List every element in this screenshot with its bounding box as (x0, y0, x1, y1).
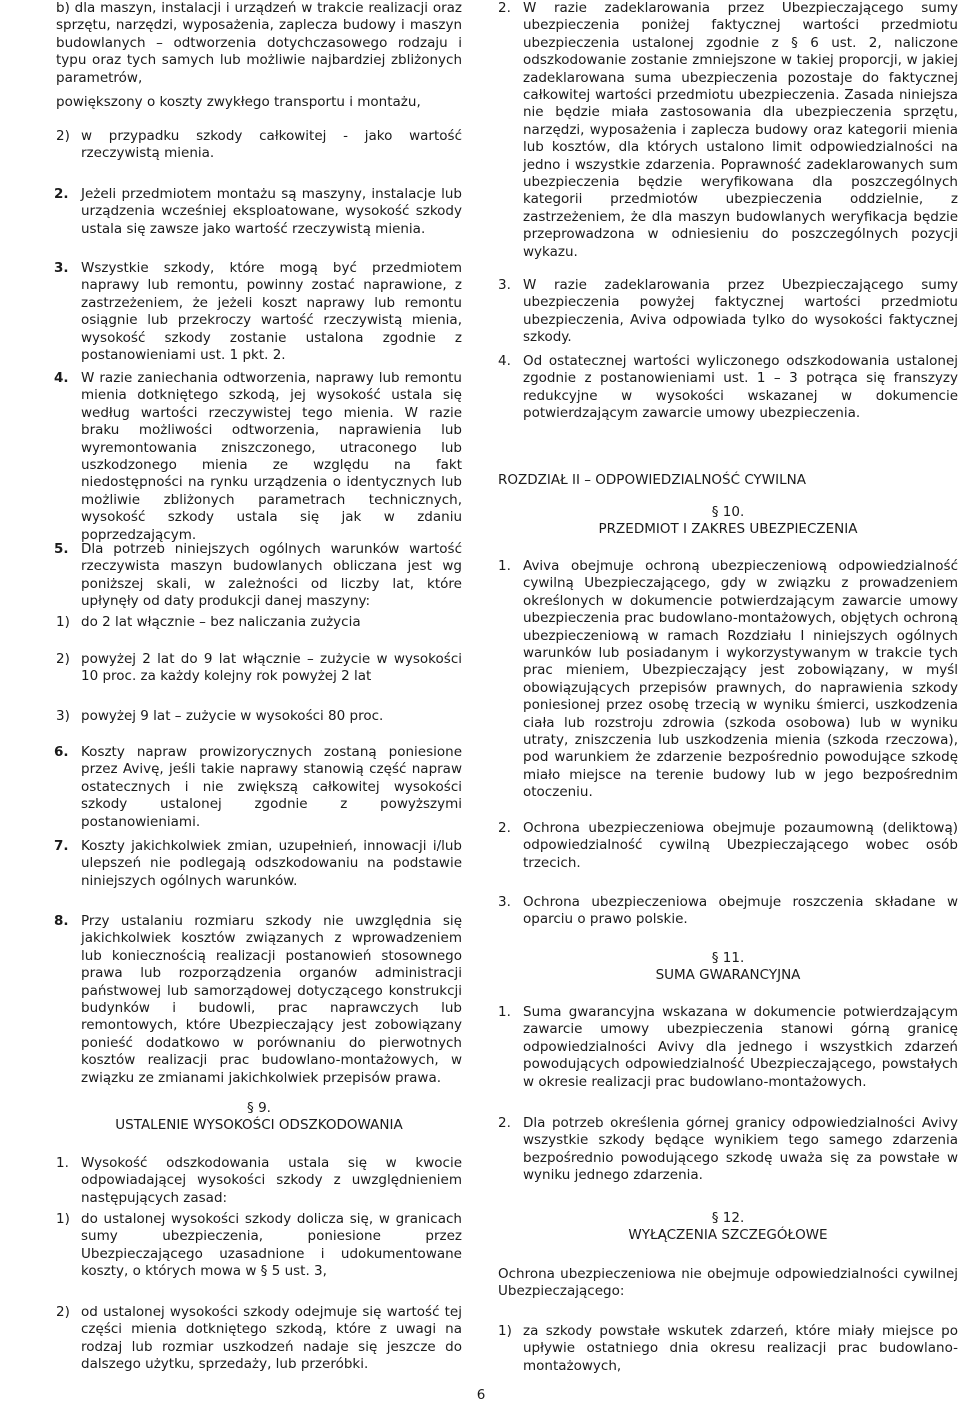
heading-title: USTALENIE WYSOKOŚCI ODSZKODOWANIA (115, 1117, 403, 1134)
heading-number: § 10. (711, 504, 745, 520)
paragraph-b (56, 0, 462, 87)
list-item (56, 651, 462, 686)
section-item (56, 744, 462, 831)
section-item (498, 1115, 958, 1185)
section-item (498, 277, 958, 347)
heading-title: SUMA GWARANCYJNA (655, 967, 801, 984)
section-text: Ochrona ubezpieczeniowa obejmuje pozaumowną (deliktową) odpowiedzialność cywilną Ubezpieczającego wobec osób trzecich. (523, 820, 958, 871)
section-item (56, 541, 462, 611)
section-text: Ochrona ubezpieczeniowa obejmuje roszczenia składane w oparciu o prawo polskie. (523, 894, 958, 928)
section-number: 3. (54, 260, 69, 276)
list-text: do 2 lat włącznie – bez naliczania zużycia (81, 614, 361, 630)
chapter-heading (498, 472, 958, 489)
section-number: 4. (498, 353, 511, 369)
section-text: Koszty jakichkolwiek zmian, uzupełnień, innowacji i/lub ulepszeń nie podlegają odszkodowaniu na podstawie niniejszych ogólnych warunków. (81, 838, 462, 889)
section-number: 1. (498, 558, 511, 574)
list-item (56, 708, 462, 725)
section-item (56, 1155, 462, 1207)
paragraph-text: powiększony o koszty zwykłego transportu i montażu, (56, 94, 421, 110)
section-number: 2. (498, 820, 511, 836)
section-number: 5. (54, 541, 69, 557)
list-item (56, 1304, 462, 1374)
section-text: W razie zadeklarowania przez Ubezpieczającego sumy ubezpieczenia powyżej faktycznej wartości przedmiotu ubezpieczenia, Aviva odpowiada tylko do wysokości faktycznej szkody. (523, 277, 958, 346)
section-text: Koszty napraw prowizorycznych zostaną poniesione przez Avivę, jeśli takie naprawy stanowią część napraw ostatecznych i nie zwiększą całkowitej wysokości szkody ustalonej zgodnie z powyższymi postanowieniami. (81, 744, 462, 830)
list-text: powyżej 2 lat do 9 lat włącznie – zużycie w wysokości 10 proc. za każdy kolejny rok powyżej 2 lat (81, 651, 462, 685)
section-number: 1. (498, 1004, 511, 1020)
section-heading-9 (56, 1100, 462, 1135)
section-text: W razie zadeklarowania przez Ubezpieczającego sumy ubezpieczenia poniżej faktycznej wartości przedmiotu ubezpieczenia ustalonej zgodnie z § 6 ust. 2, naliczone odszkodowanie zostanie zmniejszone w takiej proporcji, w jakiej zadeklarowana suma ubezpieczenia pozostaje do faktycznej całkowitej wartości przedmiotu ubezpieczenia. Zasada niniejsza nie będzie miała zastosowania dla ubezpieczenia sprzętu, narzędzi, wyposażenia i zaplecza budowy oraz kategorii mienia lub kosztów, dla których ustalono limit odpowiedzialności na jedno i wszystkie zdarzenia. Poprawność zadeklarowanych sum ubezpieczenia będzie weryfikowana dla poszczególnych kategorii przedmiotów ubezpieczenia oddzielnie, z zastrzeżeniem, że dla maszyn budowlanych weryfikacja będzie przeprowadzona w odniesieniu do poszczególnych pozycji wykazu. (523, 0, 958, 260)
list-text: do ustalonej wysokości szkody dolicza się, w granicach sumy ubezpieczenia, poniesione przez Ubezpieczającego uzasadnione i udokumentowane koszty, o których mowa w § 5 ust. 3, (81, 1211, 462, 1280)
list-number: 1) (56, 614, 70, 630)
section-number: 6. (54, 744, 69, 760)
section-text: Od ostatecznej wartości wyliczonego odszkodowania ustalonej zgodnie z postanowieniami ust. 1 – 3 potrąca się franszyzy redukcyjne w wysokości wskazanej w dokumencie potwierdzającym zawarcie umowy ubezpieczenia. (523, 353, 958, 422)
heading-number: § 9. (247, 1100, 271, 1116)
section-item (56, 913, 462, 1087)
section-item (498, 0, 958, 261)
section-text: Aviva obejmuje ochroną ubezpieczeniową odpowiedzialność cywilną Ubezpieczającego, gdy w związku z prowadzeniem określonych w dokumencie potwierdzającym zawarcie umowy ubezpieczenia prac budowlano-montażowych, objętych ochroną ubezpieczeniową w ramach Rozdziału I niniejszych ogólnych warunków lub posiadanym i wykorzystywanym w trakcie tych prac mieniem, Ubezpieczający jest zobowiązany, w myśl obowiązujących przepisów prawnych, do naprawienia szkody poniesionej przez osobę trzecią w wyniku śmierci, uszkodzenia ciała lub rozstroju zdrowia (szkoda osobowa) lub w wyniku utraty, zniszczenia lub uszkodzenia mienia (szkoda rzeczowa), pod warunkiem że zdarzenie bezpośrednio powodujące szkodę miało miejsce na terenie budowy lub w jego bezpośrednim otoczeniu. (523, 558, 958, 801)
section-number: 3. (498, 277, 511, 293)
list-number: 2) (56, 1304, 70, 1320)
list-text: powyżej 9 lat – zużycie w wysokości 80 proc. (81, 708, 384, 724)
section-heading-12 (498, 1210, 958, 1245)
section-text: Przy ustalaniu rozmiaru szkody nie uwzględnia się jakichkolwiek kosztów związanych z wprowadzeniem lub koniecznością realizacji postanowień stosownego prawa lub rozporządzenia organów administracji państwowej lub samorządowej dotyczącego konstrukcji budynków i budowli, prac naprawczych lub remontowych, które Ubezpieczający jest zobowiązany ponieść dodatkowo w porównaniu do pierwotnych kosztów realizacji prac budowlano-montażowych, w związku ze zmianami jakichkolwiek przepisów prawa. (81, 913, 462, 1086)
paragraph-text: Ochrona ubezpieczeniowa nie obejmuje odpowiedzialności cywilnej Ubezpieczającego: (498, 1266, 958, 1300)
list-text: za szkody powstałe wskutek zdarzeń, które miały miejsce po upływie ostatniego dnia okresu realizacji prac budowlano-montażowych, (523, 1323, 958, 1374)
section-number: 2. (498, 1115, 511, 1131)
section-number: 2. (54, 186, 69, 202)
paragraph (498, 1266, 958, 1301)
list-item (56, 1211, 462, 1281)
list-number: 2) (56, 651, 70, 667)
section-item (56, 186, 462, 238)
section-text: Suma gwarancyjna wskazana w dokumencie potwierdzającym zawarcie umowy ubezpieczenia stanowi górną granicę odpowiedzialności Avivy dla jednego i wszystkich zdarzeń powodujących odpowiedzialność Ubezpieczającego, powstałych w okresie realizacji prac budowlano-montażowych. (523, 1004, 958, 1090)
section-number: 3. (498, 894, 511, 910)
section-text: Wysokość odszkodowania ustala się w kwocie odpowiadającej wysokości szkody z uwzględnieniem następujących zasad: (81, 1155, 462, 1206)
section-heading-10 (498, 504, 958, 539)
list-number: 1) (498, 1323, 512, 1339)
heading-number: § 12. (711, 1210, 745, 1226)
chapter-title: ROZDZIAŁ II – ODPOWIEDZIALNOŚĆ CYWILNA (498, 472, 806, 488)
section-number: 8. (54, 913, 69, 929)
section-number: 4. (54, 370, 69, 386)
section-number: 7. (54, 838, 69, 854)
section-item (56, 260, 462, 364)
section-heading-11 (498, 950, 958, 985)
section-text: Dla potrzeb niniejszych ogólnych warunków wartość rzeczywista maszyn budowlanych obliczana jest wg poniższej skali, w zależności od liczby lat, które upłynęły od daty produkcji danej maszyny: (81, 541, 462, 610)
section-item (56, 838, 462, 890)
section-text: Wszystkie szkody, które mogą być przedmiotem naprawy lub remontu, powinny zostać naprawione, z zastrzeżeniem, że jeżeli koszt naprawy lub remontu osiągnie lub przekroczy wartość rzeczywistą mienia, wysokość szkody zostanie ustalona zgodnie z postanowieniami ust. 1 pkt. 2. (81, 260, 462, 364)
section-text: Dla potrzeb określenia górnej granicy odpowiedzialności Avivy wszystkie szkody będące wynikiem tego samego zdarzenia bezpośrednio powodującego szkodę uważa się za powstałe w wyniku jednego zdarzenia. (523, 1115, 958, 1184)
section-text: W razie zaniechania odtworzenia, naprawy lub remontu mienia dotkniętego szkodą, jej wysokość ustala się według wartości rzeczywistej tego mienia. W razie braku możliwości odtworzenia, naprawienia lub wyremontowania zniszczonego, utraconego lub uszkodzonego mienia ze względu na fakt niedostępności na rynku urządzenia o identycznych lub możliwie zbliżonych parametrach technicznych, wysokość szkody ustala się jak w zdaniu poprzedzającym. (81, 370, 462, 543)
list-text: od ustalonej wysokości szkody odejmuje się wartość tej części mienia dotkniętego szkodą, które z uwagi na rodzaj lub rozmiar uszkodzeń nadaje się jeszcze do dalszego użytku, sprzedaży, lub przeróbki. (81, 1304, 462, 1373)
list-number: 2) (56, 128, 70, 144)
list-item (56, 128, 462, 163)
list-text: w przypadku szkody całkowitej - jako wartość rzeczywistą mienia. (81, 128, 462, 162)
heading-title: WYŁĄCZENIA SZCZEGÓŁOWE (628, 1227, 828, 1244)
paragraph-text: b) dla maszyn, instalacji i urządzeń w trakcie realizacji oraz sprzętu, narzędzi, wyposażenia, zaplecza budowy i maszyn budowlanych – odtworzenia dotychczasowego rodzaju i typu oraz tych samych lub możliwie najbardziej zbliżonych parametrów, (56, 0, 462, 86)
section-item (498, 1004, 958, 1091)
section-number: 2. (498, 0, 511, 16)
section-text: Jeżeli przedmiotem montażu są maszyny, instalacje lub urządzenia wcześniej eksploatowane, wysokość szkody ustala się zawsze jako wartość rzeczywistą mienia. (81, 186, 462, 237)
list-number: 1) (56, 1211, 70, 1227)
paragraph-b-continued (56, 94, 462, 111)
heading-title: PRZEDMIOT I ZAKRES UBEZPIECZENIA (598, 521, 858, 538)
list-item (56, 614, 462, 631)
list-item (498, 1323, 958, 1375)
page-number: 6 (476, 1387, 486, 1403)
heading-number: § 11. (711, 950, 745, 966)
list-number: 3) (56, 708, 70, 724)
section-item (56, 370, 462, 544)
section-item (498, 894, 958, 929)
section-item (498, 353, 958, 423)
section-number: 1. (56, 1155, 69, 1171)
section-item (498, 558, 958, 802)
section-item (498, 820, 958, 872)
